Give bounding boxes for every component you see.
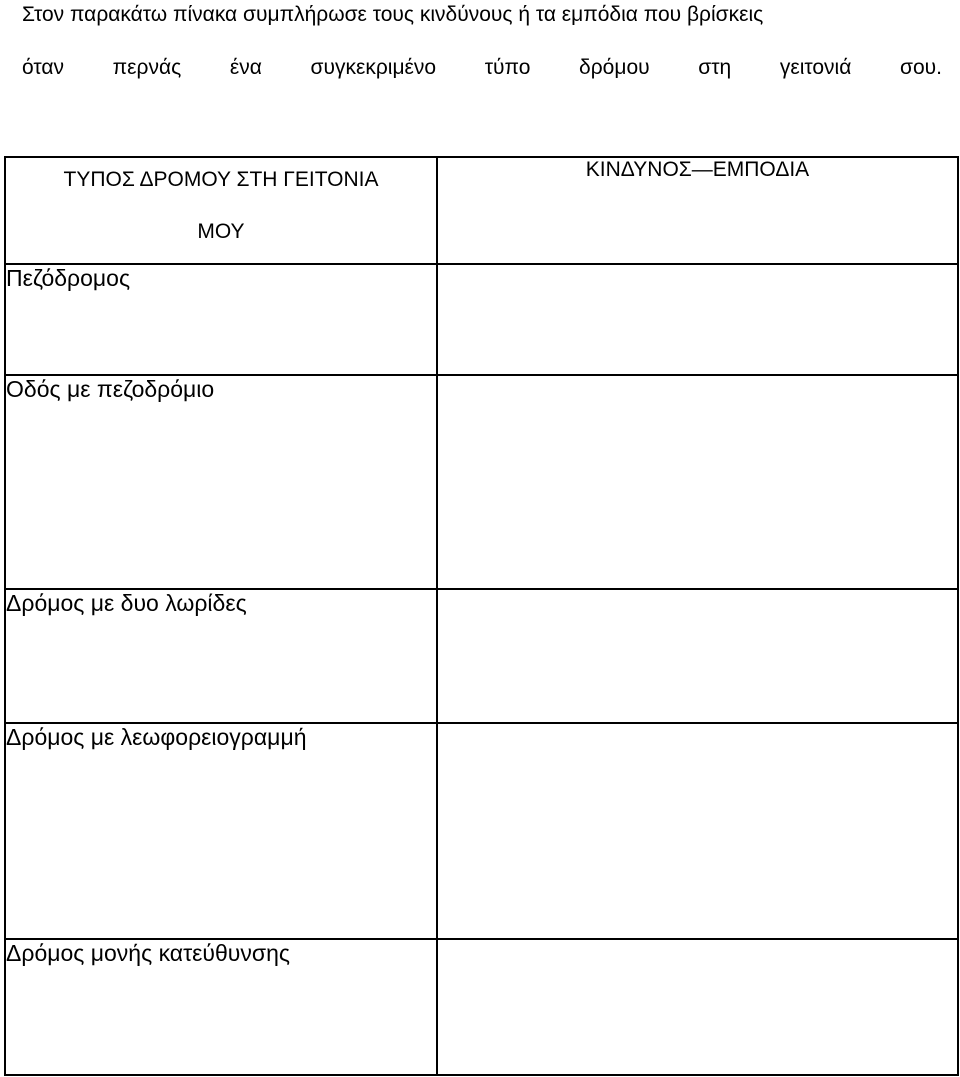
road-hazard-table: [4, 156, 959, 1076]
instruction-word: στη: [698, 56, 732, 79]
instruction-word: σου.: [899, 56, 942, 79]
road-type-cell: Δρόμος με δυο λωρίδες: [5, 589, 437, 723]
instruction-word: όταν: [22, 56, 65, 79]
instruction-word: δρόμου: [579, 56, 650, 79]
instruction-word: τύπο: [484, 56, 531, 79]
road-type-cell: Δρόμος με λεωφορειογραμμή: [5, 723, 437, 939]
header-road-type-line-2: ΜΟΥ: [197, 220, 245, 243]
instruction-word: γειτονιά: [779, 56, 852, 79]
instruction-line-2: [22, 54, 942, 82]
road-type-cell: Οδός με πεζοδρόμιο: [5, 375, 437, 589]
instruction-word: περνάς: [112, 56, 182, 79]
header-hazard: ΚΙΝΔΥΝΟΣ—ΕΜΠΟΔΙΑ: [437, 157, 958, 264]
hazard-answer-cell[interactable]: [437, 264, 958, 375]
table-row: [5, 723, 958, 939]
table-row: [5, 939, 958, 1075]
hazard-answer-cell[interactable]: [437, 375, 958, 589]
instruction-line-1: Στον παρακάτω πίνακα συμπλήρωσε τους κινδύνους ή τα εμπόδια που βρίσκεις: [22, 3, 764, 26]
road-type-cell: Πεζόδρομος: [5, 264, 437, 375]
instruction-word: συγκεκριμένο: [310, 56, 437, 79]
header-road-type-line-1: ΤΥΠΟΣ ΔΡΟΜΟΥ ΣΤΗ ΓΕΙΤΟΝΙΑ: [63, 168, 379, 191]
hazard-answer-cell[interactable]: [437, 589, 958, 723]
hazard-answer-cell[interactable]: [437, 723, 958, 939]
table-header-row: [5, 157, 958, 264]
hazard-answer-cell[interactable]: [437, 939, 958, 1075]
instruction-word: ένα: [229, 56, 262, 79]
table-row: [5, 589, 958, 723]
road-type-cell: Δρόμος μονής κατεύθυνσης: [5, 939, 437, 1075]
table-row: [5, 375, 958, 589]
header-road-type: [5, 157, 437, 264]
table-row: [5, 264, 958, 375]
